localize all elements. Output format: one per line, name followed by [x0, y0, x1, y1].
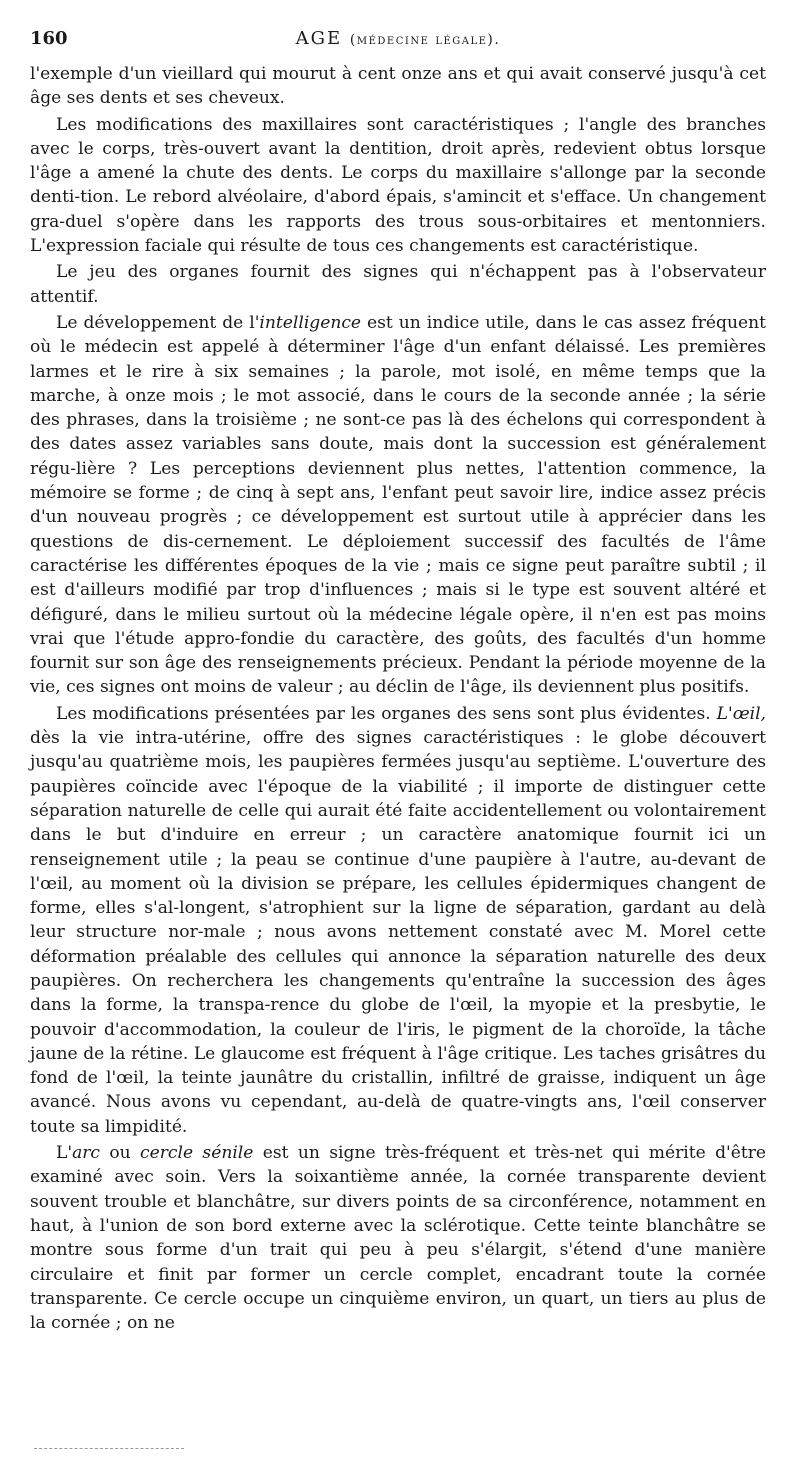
- paragraph-p2: [30, 113, 766, 259]
- paragraph-p6: [30, 1141, 766, 1335]
- page-number: 160: [30, 28, 68, 49]
- text-run: Les modifications présentées par les organes des sens sont plus évidentes.: [56, 703, 717, 724]
- text-run: l'exemple d'un vieillard qui mourut à cent onze ans et qui avait conservé jusqu'à cet âge ses dents et ses cheveux.: [30, 64, 766, 109]
- text-run: dès la vie intra-utérine, offre des signes caractéristiques : le globe découvert jusqu'au quatrième mois, les paupières fermées jusqu'au septième. L'ouverture des paupières coïncide avec l'époque de la viabilité ; il importe de distinguer cette séparation naturelle de celle qui aurait été faite accidentellement ou volontairement dans le but d'induire en erreur ; un caractère anatomique fournit ici un renseignement utile ; la peau se continue d'une paupière à l'autre, au-devant de l'œil, au moment où la division se prépare, les cellules épidermiques changent de forme, elles s'al-longent, s'atrophient sur la ligne de séparation, gardant au delà leur structure nor-male ; nous avons nettement constaté avec M. Morel cette déformation préalable des cellules qui annonce la séparation naturelle des deux paupières. On recherchera les changements qu'entraîne la succession des âges dans la forme, la transpa-rence du globe de l'œil, la myopie et la presbytie, le pouvoir d'accommodation, la couleur de l'iris, le pigment de la choroïde, la tâche jaune de la rétine. Le glaucome est fréquent à l'âge critique. Les taches grisâtres du fond de l'œil, la teinte jaunâtre du cristallin, infiltré de graisse, indiquent un âge avancé. Nous avons vu cependant, au-delà de quatre-vingts ans, l'œil conserver toute sa limpidité.: [30, 728, 766, 1137]
- paragraph-p4: [30, 311, 766, 700]
- italic-term: cercle sénile: [140, 1143, 254, 1164]
- text-run: Le développement de l': [56, 312, 260, 333]
- text-run: ou: [100, 1143, 141, 1164]
- text-run: L': [56, 1143, 73, 1164]
- text-run: est un indice utile, dans le cas assez fréquent où le médecin est appelé à déterminer l'âge d'un enfant délaissé. Les premières larmes et le rire à six semaines ; la parole, mot isolé, en même temps que la marche, à onze mois ; le mot associé, dans le cours de la seconde année ; la série des phrases, dans la troisième ; ne sont-ce pas là des échelons qui correspondent à des dates assez variables sans doute, mais dont la succession est généralement régu-lière ? Les perceptions deviennent plus nettes, l'attention commence, la mémoire se forme ; de cinq à sept ans, l'enfant peut savoir lire, indice assez précis d'un nouveau progrès ; ce développement est surtout utile à apprécier dans les questions de dis-cernement. Le déploiement successif des facultés de l'âme caractérise les différentes époques de la vie ; mais ce signe peut paraître subtil ; il est d'ailleurs modifié par trop d'influences ; mais si le type est souvent altéré et défiguré, dans le milieu surtout où la médecine légale opère, il n'en est pas moins vrai que l'étude appro-fondie du caractère, des goûts, des facultés d'un homme fournit sur son âge des renseignements précieux. Pendant la période moyenne de la vie, ces signes ont moins de valeur ; au déclin de l'âge, ils deviennent plus positifs.: [30, 312, 766, 698]
- footer-rule: [34, 1448, 184, 1449]
- paragraph-p1: [30, 62, 766, 111]
- text-run: est un signe très-fréquent et très-net qui mérite d'être examiné avec soin. Vers la soixantième année, la cornée transparente devient souvent trouble et blanchâtre, sur divers points de sa circonférence, notamment en haut, à l'union de son bord externe avec la sclérotique. Cette teinte blanchâtre se montre sous forme d'un trait qui peu à peu s'élargit, s'étend d'une manière circulaire et finit par former un cercle complet, encadrant toute la cornée transparente. Ce cercle occupe un cinquième environ, un quart, un tiers au plus de la cornée ; on ne: [30, 1143, 767, 1334]
- paragraph-p5: [30, 702, 766, 1139]
- running-title-sub: (médecine légale).: [349, 32, 501, 48]
- italic-term: intelligence: [259, 312, 362, 333]
- text-run: Les modifications des maxillaires sont caractéristiques ; l'angle des branches avec le corps, très-ouvert avant la dentition, droit après, redevient obtus lorsque l'âge a amené la chute des dents. Le corps du maxillaire s'allonge par la seconde denti-tion. Le rebord alvéolaire, d'abord épais, s'amincit et s'efface. Un changement gra-duel s'opère dans les rapports des trous sous-orbitaires et mentonniers. L'expression faciale qui résulte de tous ces changements est caractéristique.: [30, 114, 766, 257]
- running-title-main: AGE: [295, 28, 343, 49]
- italic-term: L'œil,: [716, 703, 766, 724]
- running-title: [90, 28, 766, 49]
- paragraph-p3: [30, 260, 766, 309]
- italic-term: arc: [72, 1143, 100, 1164]
- body-text: [30, 62, 766, 1335]
- running-header: [30, 28, 766, 62]
- text-run: Le jeu des organes fournit des signes qui n'échappent pas à l'observateur attentif.: [30, 262, 766, 307]
